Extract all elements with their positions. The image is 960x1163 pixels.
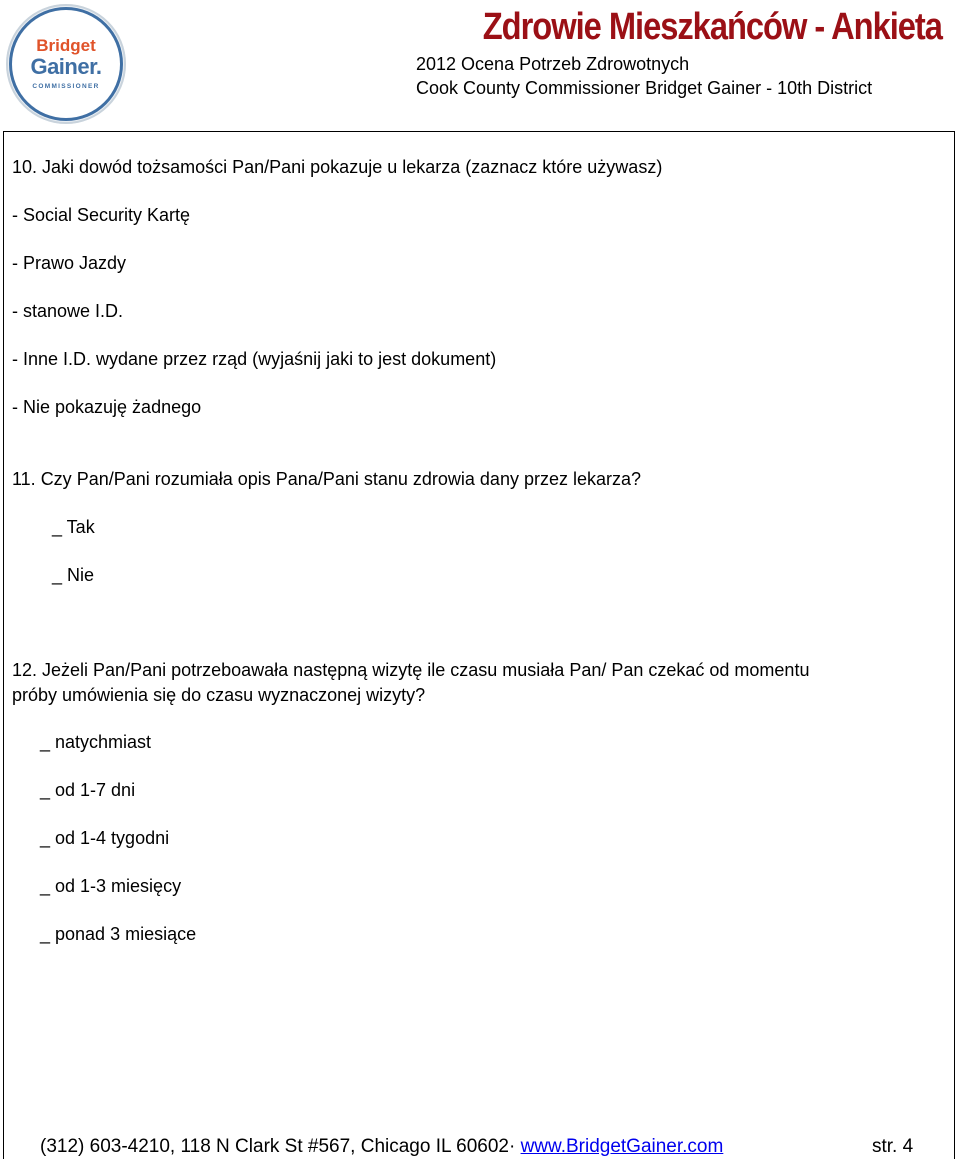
- q12-option-over-3-months: _ ponad 3 miesiące: [40, 924, 197, 944]
- q11-option-no: _ Nie: [52, 565, 95, 585]
- footer-contact: (312) 603-4210, 118 N Clark St #567, Chicago IL 60602·: [40, 1136, 516, 1157]
- q12-option-1-7-days: _ od 1-7 dni: [40, 780, 136, 800]
- page-frame: [3, 131, 955, 1159]
- question-12-line1: 12. Jeżeli Pan/Pani potrzeboawała następną wizytę ile czasu musiała Pan/ Pan czekać od momentu: [12, 660, 810, 680]
- q10-option-other-id: - Inne I.D. wydane przez rząd (wyjaśnij jaki to jest dokument): [12, 349, 497, 369]
- logo-text-bridget: Bridget: [36, 36, 96, 55]
- logo-text-commissioner: COMMISSIONER: [32, 83, 100, 90]
- commissioner-line: Cook County Commissioner Bridget Gainer - 10th District: [416, 78, 873, 98]
- survey-subtitle: 2012 Ocena Potrzeb Zdrowotnych: [416, 54, 690, 74]
- q10-option-state-id: - stanowe I.D.: [12, 301, 124, 321]
- logo-text-gainer: Gainer.: [30, 54, 102, 79]
- website-link[interactable]: www.BridgetGainer.com: [520, 1136, 724, 1157]
- q10-option-social-security: - Social Security Kartę: [12, 205, 191, 225]
- q10-option-none: - Nie pokazuję żadnego: [12, 397, 202, 417]
- question-10: 10. Jaki dowód tożsamości Pan/Pani pokazuje u lekarza (zaznacz które używasz): [12, 157, 663, 177]
- q12-option-1-3-months: _ od 1-3 miesięcy: [40, 876, 182, 896]
- q12-option-immediately: _ natychmiast: [40, 732, 152, 752]
- page-number: str. 4: [872, 1136, 914, 1157]
- question-11: 11. Czy Pan/Pani rozumiała opis Pana/Pani stanu zdrowia dany przez lekarza?: [12, 469, 642, 489]
- q10-option-drivers-license: - Prawo Jazdy: [12, 253, 127, 273]
- q12-option-1-4-weeks: _ od 1-4 tygodni: [40, 828, 170, 848]
- question-12-line2: próby umówienia się do czasu wyznaczonej wizyty?: [12, 685, 426, 705]
- page-header: [0, 0, 960, 132]
- q11-option-yes: _ Tak: [52, 517, 95, 537]
- survey-title: Zdrowie Mieszkańców - Ankieta: [482, 6, 942, 48]
- bridget-gainer-logo: [6, 4, 126, 124]
- page-footer: [40, 1136, 723, 1158]
